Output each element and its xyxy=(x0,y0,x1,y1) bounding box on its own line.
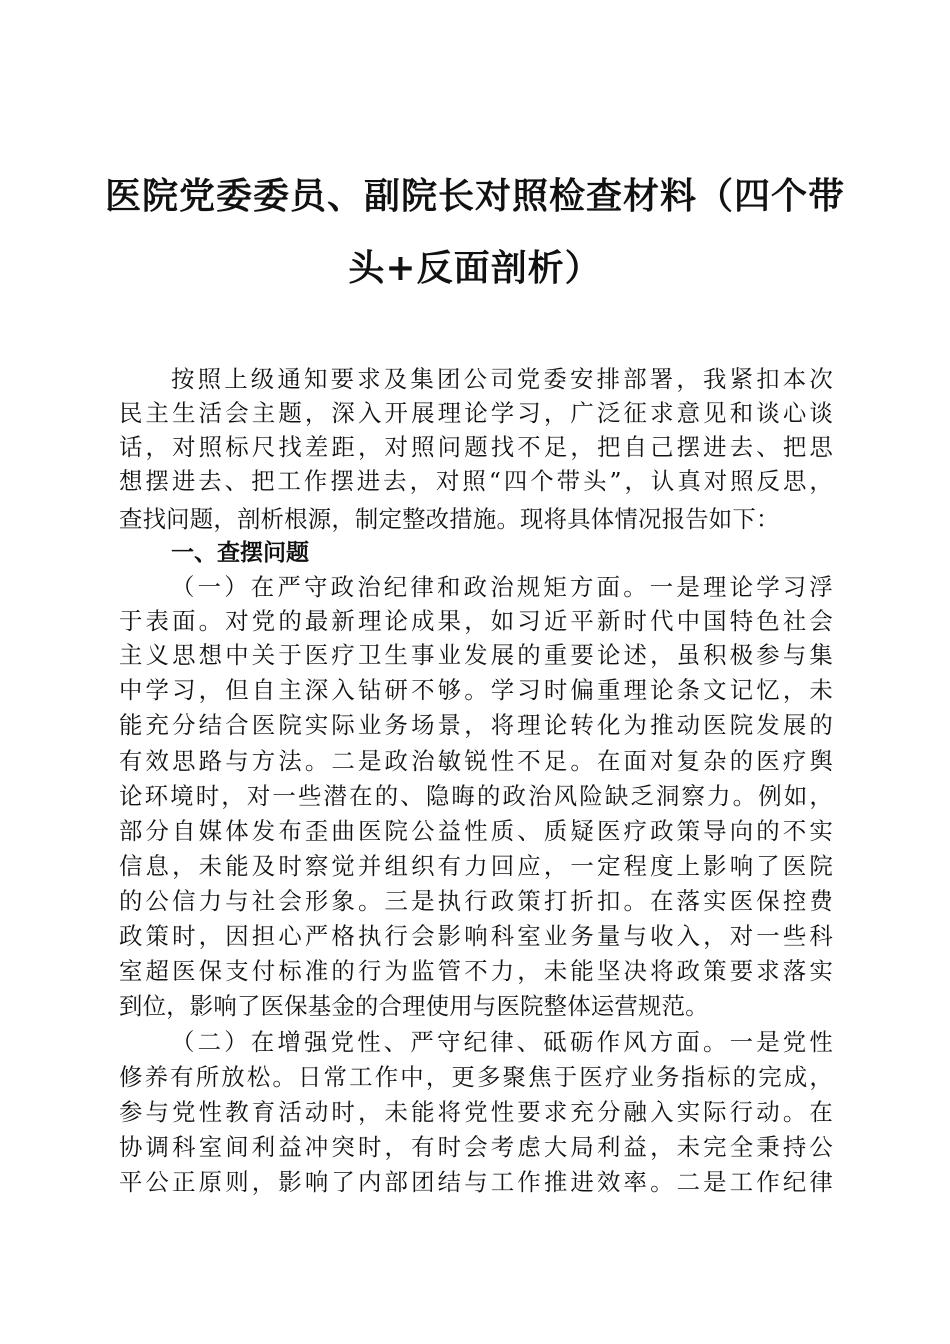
intro-line: 想摆进去、把工作摆进去，对照“四个带头”，认真对照反思， xyxy=(119,467,833,495)
body-line: 信息，未能及时察觉并组织有力回应，一定程度上影响了医院 xyxy=(119,852,833,880)
body-line: 平公正原则，影响了内部团结与工作推进效率。二是工作纪律 xyxy=(119,1168,833,1196)
body-line: 到位，影响了医保基金的合理使用与医院整体运营规范。 xyxy=(119,992,709,1020)
body-line: 中学习，但自主深入钻研不够。学习时偏重理论条文记忆，未 xyxy=(119,676,833,704)
body-line: 能充分结合医院实际业务场景，将理论转化为推动医院发展的 xyxy=(119,711,833,739)
section-heading-1: 一、查摆问题 xyxy=(171,540,309,566)
body-line: 于表面。对党的最新理论成果，如习近平新时代中国特色社会 xyxy=(119,607,833,635)
body-line: 政策时，因担心严格执行会影响科室业务量与收入，对一些科 xyxy=(119,922,833,950)
body-line: 有效思路与方法。二是政治敏锐性不足。在面对复杂的医疗舆 xyxy=(119,747,833,775)
body-line: 主义思想中关于医疗卫生事业发展的重要论述，虽积极参与集 xyxy=(119,641,833,669)
body-line: 室超医保支付标准的行为监管不力，未能坚决将政策要求落实 xyxy=(119,957,833,985)
part-1-first-rest: 一是理论学习浮 xyxy=(649,573,833,601)
part-1-label: （一）在严守政治纪律和政治规矩方面。 xyxy=(171,573,650,601)
body-line: 部分自媒体发布歪曲医院公益性质、质疑医疗政策导向的不实 xyxy=(119,817,833,845)
document-title-line-2: 头+反面剖析） xyxy=(348,247,602,289)
body-line: 论环境时，对一些潜在的、隐晦的政治风险缺乏洞察力。例如， xyxy=(119,782,833,810)
body-line: 协调科室间利益冲突时，有时会考虑大局利益，未完全秉持公 xyxy=(119,1133,833,1161)
intro-line: 查找问题，剖析根源，制定整改措施。现将具体情况报告如下： xyxy=(119,505,780,533)
body-line: 修养有所放松。日常工作中，更多聚焦于医疗业务指标的完成， xyxy=(119,1063,833,1091)
part-2-label: （二）在增强党性、严守纪律、砥砺作风方面。 xyxy=(171,1028,730,1056)
body-line: 的公信力与社会形象。三是执行政策打折扣。在落实医保控费 xyxy=(119,887,833,915)
intro-line: 话，对照标尺找差距，对照问题找不足，把自己摆进去、把思 xyxy=(119,433,833,461)
part-2-first-rest: 一是党性 xyxy=(729,1028,833,1056)
intro-line: 民主生活会主题，深入开展理论学习，广泛征求意见和谈心谈 xyxy=(119,399,833,427)
intro-line: 按照上级通知要求及集团公司党委安排部署，我紧扣本次 xyxy=(171,365,833,393)
part-2-first-line xyxy=(171,1027,833,1057)
body-line: 参与党性教育活动时，未能将党性要求充分融入实际行动。在 xyxy=(119,1098,833,1126)
part-1-first-line xyxy=(171,572,833,602)
document-title-line-1: 医院党委委员、副院长对照检查材料（四个带 xyxy=(104,175,845,217)
